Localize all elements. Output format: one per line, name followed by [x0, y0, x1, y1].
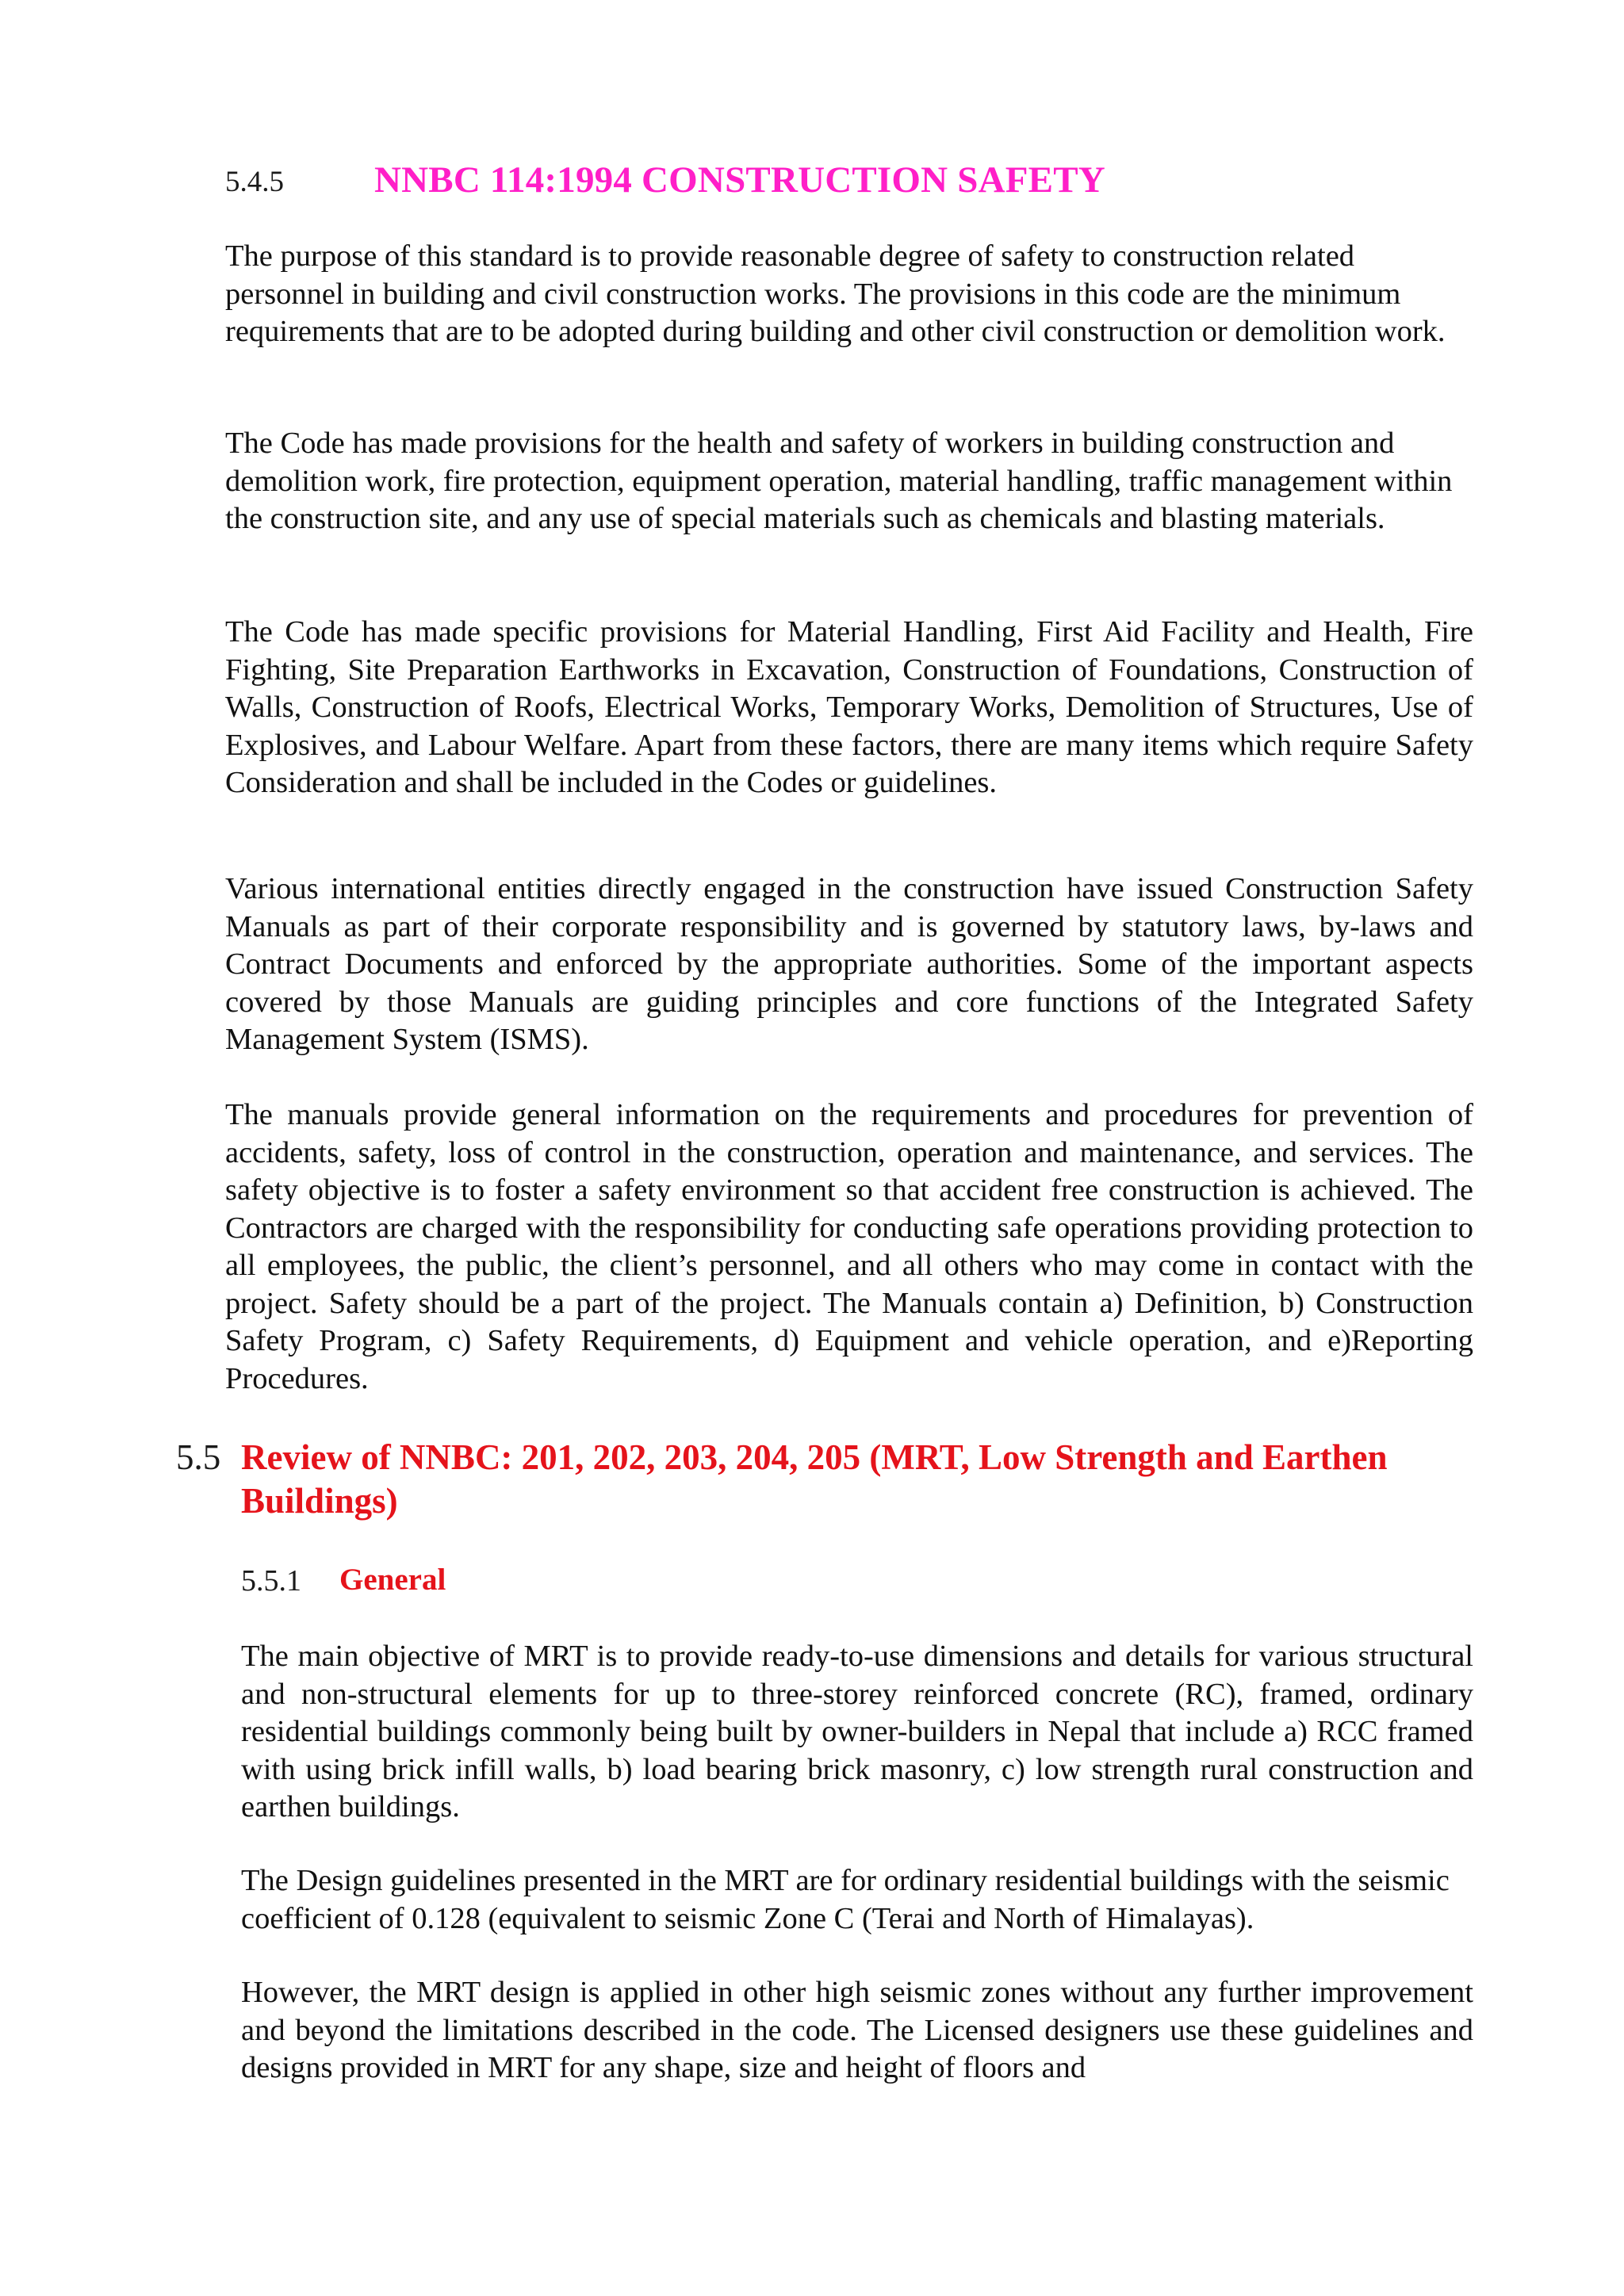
- subsection-title: NNBC 114:1994 CONSTRUCTION SAFETY: [374, 159, 1105, 201]
- paragraph: The Code has made provisions for the health and safety of workers in building construction and demolition work, fire protection, equipment operation, material handling, traffic management within the construction site, and any use of special materials such as chemicals and blasting materials.: [225, 427, 1453, 535]
- paragraph: However, the MRT design is applied in other high seismic zones without any further improvement and beyond the limitations described in the code. The Licensed designers use these guidelines and designs provided in MRT for any shape, size and height of floors and: [241, 1976, 1473, 2084]
- subsection-heading-5-5-1: [241, 1562, 1034, 1601]
- section-number: 5.5: [176, 1437, 221, 1477]
- paragraph: The manuals provide general information on the requirements and procedures for prevention of accidents, safety, loss of control in the construction, operation and maintenance, and services. The safety objective is to foster a safety environment so that accident free construction is achieved. The Contractors are charged with the responsibility for conducting safe operations providing protection to all employees, the public, the client’s personnel, and all others who may come in contact with the project. Safety should be a part of the project. The Manuals contain a) Definition, b) Construction Safety Program, c) Safety Requirements, d) Equipment and vehicle operation, and e)Reporting Procedures.: [225, 1098, 1473, 1395]
- paragraph: The Code has made specific provisions for Material Handling, First Aid Facility and Health, Fire Fighting, Site Preparation Earthworks in Excavation, Construction of Foundations, Construction of Walls, Construction of Roofs, Electrical Works, Temporary Works, Demolition of Structures, Use of Explosives, and Labour Welfare. Apart from these factors, there are many items which require Safety Consideration and shall be included in the Codes or guidelines.: [225, 615, 1473, 799]
- section-heading-5-5: [176, 1436, 1524, 1531]
- paragraph: The main objective of MRT is to provide ready-to-use dimensions and details for various structural and non-structural elements for up to three-storey reinforced concrete (RC), framed, ordinary residential buildings commonly being built by owner-builders in Nepal that include a) RCC framed with using brick infill walls, b) load bearing brick masonry, c) low strength rural construction and earthen buildings.: [241, 1640, 1473, 1823]
- paragraph: The purpose of this standard is to provide reasonable degree of safety to construction related personnel in building and civil construction works. The provisions in this code are the minimum requirements that are to be adopted during building and other civil construction or demolition work.: [225, 239, 1446, 348]
- subsection-title: General: [339, 1563, 446, 1597]
- paragraph: Various international entities directly engaged in the construction have issued Construction Safety Manuals as part of their corporate responsibility and is governed by statutory laws, by-laws and Contract Documents and enforced by the appropriate authorities. Some of the important aspects covered by those Manuals are guiding principles and core functions of the Integrated Safety Management System (ISMS).: [225, 872, 1473, 1056]
- subsection-number: 5.4.5: [225, 166, 284, 198]
- paragraph: The Design guidelines presented in the MRT are for ordinary residential buildings with the seismic coefficient of 0.128 (equivalent to seismic Zone C (Terai and North of Himalayas).: [241, 1864, 1450, 1935]
- subsection-heading-5-4-5: [225, 159, 1494, 206]
- subsection-number: 5.5.1: [241, 1564, 301, 1598]
- section-title: Review of NNBC: 201, 202, 203, 204, 205 (MRT, Low Strength and Earthen Buildings): [241, 1437, 1388, 1521]
